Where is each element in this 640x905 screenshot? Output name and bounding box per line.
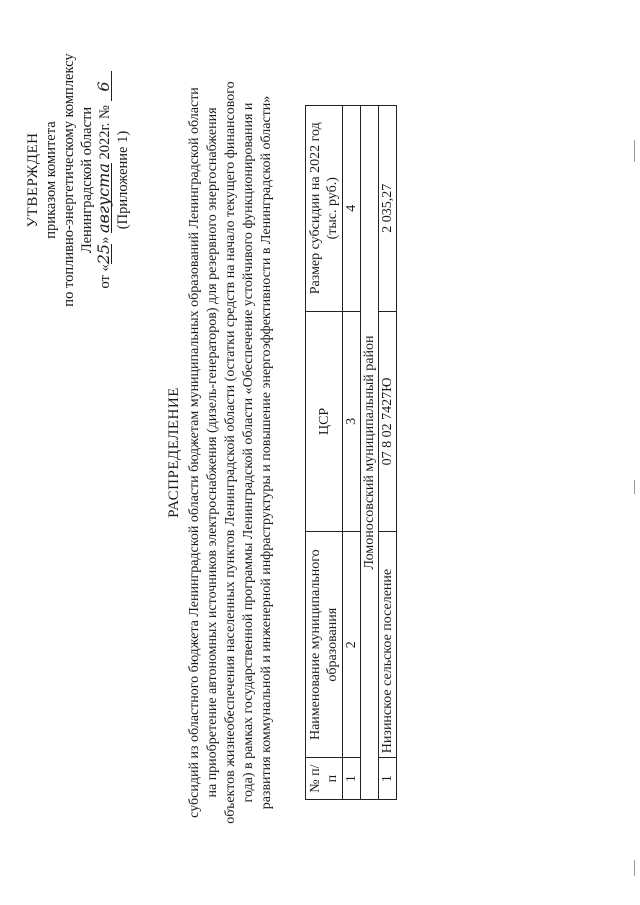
column-number: 2 [343,532,361,758]
date-year: 2022г. № [97,105,113,160]
row-num: 1 [379,758,397,800]
column-number-row [343,106,361,800]
handwritten-day: 25 [94,243,113,265]
approval-line-1: приказом комитета [43,121,59,239]
approval-date-line [96,10,114,350]
handwritten-month: августа [94,163,113,234]
region-name: Ломоносовский муниципальный район [361,106,379,800]
region-row [361,106,379,800]
row-name: Низинское сельское поселение [379,532,397,758]
header-amount: Размер субсидии на 2022 год (тыс. руб.) [306,106,343,312]
distribution-table [305,105,397,800]
column-number: 1 [343,758,361,800]
header-name: Наименование муниципального образования [306,532,343,758]
approval-title: УТВЕРЖДЕН [25,132,41,228]
document-heading: РАСПРЕДЕЛЕНИЕ [166,387,182,518]
header-csr: ЦСР [306,311,343,532]
scan-mark [634,140,635,162]
row-csr: 07 8 02 7427Ю [379,311,397,532]
approval-line-3: Ленинградской области [79,106,95,254]
column-number: 3 [343,311,361,532]
handwritten-number: 6 [97,71,112,101]
scan-mark [634,860,635,876]
column-number: 4 [343,106,361,312]
approval-appendix: (Приложение 1) [115,130,131,230]
row-amount: 2 035,27 [379,106,397,312]
table-header-row [306,106,343,800]
date-prefix: от « [97,264,113,289]
document-body: субсидий из областного бюджета Ленинградской области бюджетам муниципальных образований Ленинградской области на приобретение автономных источников электроснабжения (дизель-генераторов) для резервного энергоснабжения объектов жизнеобеспечения населенных пунктов Ленинградской области (остатки средств на начало текущего финансового года) в рамках государственной программы Ленинградской области «Обеспечение устойчивого функционирования и развития коммунальной и инженерной инфраструктуры и повышение энергоэффективности в Ленинградской области» [187,81,274,824]
date-mid: » [97,236,113,244]
scan-mark [634,480,635,494]
header-num: № п/п [306,758,343,800]
approval-line-2: по топливно-энергетическому комплексу [61,53,77,307]
table-row [379,106,397,800]
approval-stamp [24,10,132,350]
